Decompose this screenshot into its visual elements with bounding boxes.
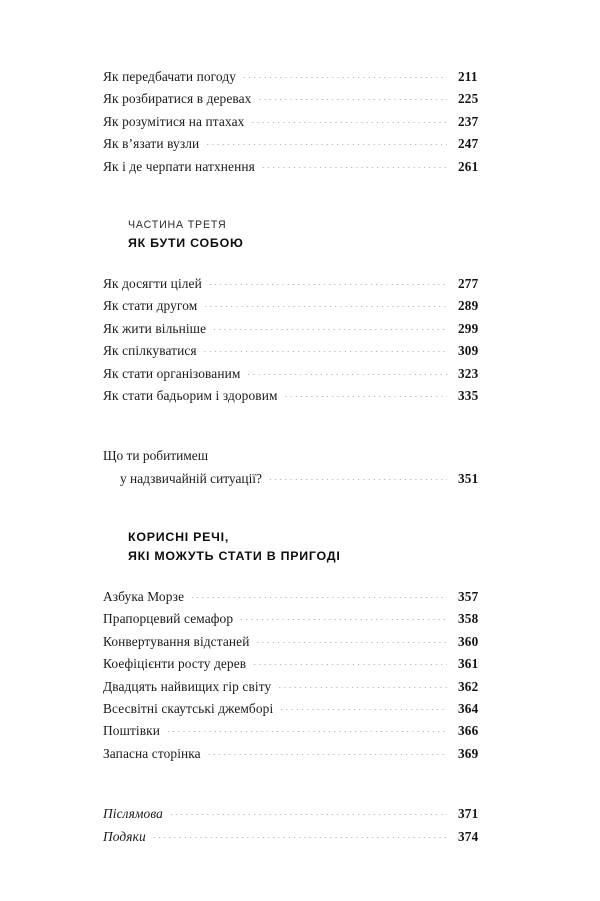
- toc-entry-title: Як стати другом: [103, 298, 198, 314]
- dot-leader: [213, 329, 447, 330]
- toc-entry[interactable]: [103, 676, 500, 698]
- dot-leader: [258, 99, 447, 100]
- section-spacer: [103, 765, 500, 803]
- toc-entry[interactable]: [103, 803, 500, 825]
- toc-entry[interactable]: [103, 340, 500, 362]
- section-spacer: [103, 490, 500, 528]
- dot-leader: [285, 396, 447, 397]
- toc-entry[interactable]: [103, 720, 500, 742]
- dot-leader: [153, 837, 447, 838]
- dot-leader: [247, 374, 447, 375]
- part-three-heading: [103, 216, 500, 253]
- toc-entry-page: 277: [458, 275, 479, 291]
- toc-entry-page: 247: [458, 136, 479, 152]
- toc-entry[interactable]: [103, 608, 500, 630]
- heading-spacer: [103, 566, 500, 586]
- dot-leader: [278, 687, 447, 688]
- toc-entry[interactable]: [103, 273, 500, 295]
- toc-entry[interactable]: [103, 653, 500, 675]
- toc-entry-page: 361: [458, 656, 479, 672]
- toc-entry-title: Азбука Морзе: [103, 589, 185, 605]
- toc-entry[interactable]: [103, 156, 500, 178]
- toc-entry[interactable]: [103, 631, 500, 653]
- toc-entry-title: Конвертування відстаней: [103, 633, 250, 649]
- toc-entry-title: Як розбиратися в деревах: [103, 91, 252, 107]
- toc-entry-title: Прапорцевий семафор: [103, 611, 234, 627]
- toc-entry-title: Запасна сторінка: [103, 745, 201, 761]
- toc-entry-title-line2: у надзвичайній ситуації?: [120, 470, 262, 486]
- toc-content: [103, 66, 500, 848]
- toc-entry-title: Як стати організованим: [103, 365, 241, 381]
- toc-entry-title: Подяки: [103, 828, 146, 844]
- toc-entry-page: 225: [458, 91, 479, 107]
- toc-entry[interactable]: [103, 111, 500, 133]
- toc-entry-title: Як в’язати вузли: [103, 136, 200, 152]
- toc-entry-page: 360: [458, 633, 479, 649]
- toc-entry-title: Двадцять найвищих гір світу: [103, 678, 272, 694]
- toc-entry-title: Післямова: [103, 806, 163, 822]
- toc-entry-page: 369: [458, 745, 479, 761]
- toc-entry-title: Як жити вільніше: [103, 320, 207, 336]
- dot-leader: [167, 731, 447, 732]
- dot-leader: [256, 642, 447, 643]
- dot-leader: [206, 144, 447, 145]
- toc-entry-title: Як спілкуватися: [103, 343, 197, 359]
- toc-entry-page: 289: [458, 298, 479, 314]
- part-three-title: ЯК БУТИ СОБОЮ: [128, 235, 244, 250]
- dot-leader: [191, 597, 447, 598]
- toc-entry-title: Як стати бадьорим і здоровим: [103, 387, 278, 403]
- section-spacer: [103, 407, 500, 445]
- dot-leader: [170, 814, 447, 815]
- toc-entry-emergency[interactable]: [103, 445, 500, 490]
- part-three-kicker: ЧАСТИНА ТРЕТЯ: [128, 218, 227, 231]
- toc-entry-title: Поштівки: [103, 723, 161, 739]
- dot-leader: [280, 709, 447, 710]
- toc-entry-title-line1: Що ти робитимеш: [103, 448, 209, 464]
- toc-entry-page: 261: [458, 158, 479, 174]
- dot-leader: [251, 122, 447, 123]
- toc-entry-page: 364: [458, 701, 479, 717]
- toc-entry-page: 323: [458, 365, 479, 381]
- dot-leader: [204, 351, 447, 352]
- toc-group-back-matter: [103, 803, 500, 848]
- toc-entry[interactable]: [103, 743, 500, 765]
- toc-entry-line2: [103, 468, 500, 490]
- toc-entry[interactable]: [103, 295, 500, 317]
- toc-entry[interactable]: [103, 363, 500, 385]
- toc-entry[interactable]: [103, 385, 500, 407]
- toc-entry[interactable]: [103, 88, 500, 110]
- dot-leader: [243, 77, 447, 78]
- toc-entry[interactable]: [103, 318, 500, 340]
- toc-group-skills: [103, 66, 500, 178]
- toc-entry-page: 371: [458, 806, 479, 822]
- dot-leader: [269, 479, 447, 480]
- toc-entry-page: 351: [458, 470, 479, 486]
- toc-entry-page: 362: [458, 678, 479, 694]
- dot-leader: [240, 619, 447, 620]
- toc-entry-page: 357: [458, 589, 479, 605]
- toc-entry-page: 299: [458, 320, 479, 336]
- toc-entry[interactable]: [103, 698, 500, 720]
- dot-leader: [209, 284, 447, 285]
- toc-entry-title: Всесвітні скаутські джемборі: [103, 701, 274, 717]
- heading-spacer: [103, 253, 500, 273]
- toc-entry-title: Як досягти цілей: [103, 275, 202, 291]
- useful-things-title-line1: КОРИСНІ РЕЧІ,: [128, 530, 230, 545]
- toc-entry-title: Як передбачати погоду: [103, 69, 237, 84]
- dot-leader: [208, 754, 447, 755]
- toc-entry-title: Як розумітися на птахах: [103, 113, 245, 129]
- toc-group-part-three: [103, 273, 500, 407]
- toc-entry[interactable]: [103, 586, 500, 608]
- toc-entry-page: 366: [458, 723, 479, 739]
- toc-entry-page: 335: [458, 387, 479, 403]
- dot-leader: [204, 306, 447, 307]
- toc-entry-page: 211: [458, 69, 478, 84]
- toc-entry[interactable]: [103, 66, 500, 88]
- toc-entry[interactable]: [103, 133, 500, 155]
- toc-entry-page: 374: [458, 828, 479, 844]
- toc-entry-page: 309: [458, 343, 479, 359]
- toc-entry[interactable]: [103, 826, 500, 848]
- section-spacer: [103, 178, 500, 216]
- toc-entry-title: Як і де черпати натхнення: [103, 158, 255, 174]
- useful-things-title-line2: ЯКІ МОЖУТЬ СТАТИ В ПРИГОДІ: [128, 549, 341, 564]
- dot-leader: [253, 664, 447, 665]
- useful-things-heading: [103, 528, 500, 566]
- toc-entry-title: Коефіцієнти росту дерев: [103, 656, 247, 672]
- toc-entry-page: 237: [458, 113, 479, 129]
- toc-group-useful-things: [103, 586, 500, 765]
- toc-entry-page: 358: [458, 611, 479, 627]
- dot-leader: [262, 167, 447, 168]
